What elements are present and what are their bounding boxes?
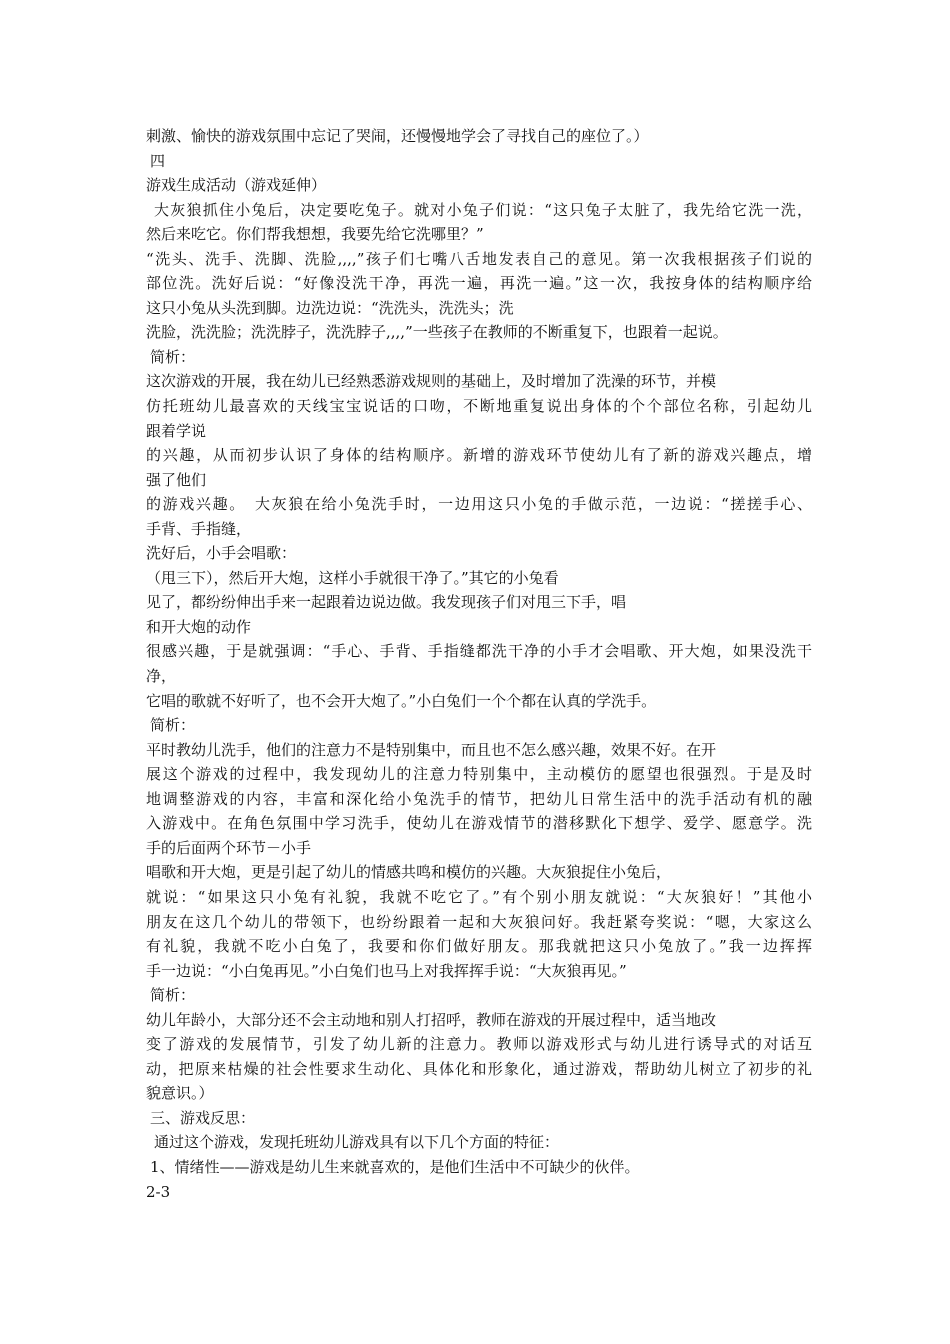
text-line: 四 [150, 151, 166, 170]
text-line: 部位洗。洗好后说：“好像没洗干净，再洗一遍，再洗一遍。”这一次，我按身体的结构顺序给 [146, 274, 812, 293]
text-line: 三、游戏反思： [150, 1108, 256, 1127]
text-line: 仿托班幼儿最喜欢的天线宝宝说话的口吻，不断地重复说出身体的个个部位名称，引起幼儿 [146, 397, 812, 416]
text-line: 有礼貌，我就不吃小白兔了，我要和你们做好朋友。那我就把这只小兔放了。”我一边挥挥 [146, 937, 812, 956]
text-line: 地调整游戏的内容，丰富和深化给小兔洗手的情节，把幼儿日常生活中的洗手活动有机的融 [146, 789, 812, 808]
text-line: 朋友在这几个幼儿的带领下，也纷纷跟着一起和大灰狼问好。我赶紧夸奖说：“嗯，大家这么 [146, 912, 812, 931]
text-line: （甩三下），然后开大炮，这样小手就很干净了。”其它的小兔看 [146, 568, 559, 587]
text-line: 入游戏中。在角色氛围中学习洗手，使幼儿在游戏情节的潜移默化下想学、爱学、愿意学。洗 [146, 814, 812, 833]
text-line: 这只小兔从头洗到脚。边洗边说：“洗洗头，洗洗头；洗 [146, 298, 514, 317]
text-line: 通过这个游戏，发现托班幼儿游戏具有以下几个方面的特征： [154, 1133, 560, 1152]
text-line: 的游戏兴趣。 大灰狼在给小兔洗手时，一边用这只小兔的手做示范，一边说：“搓搓手心、 [146, 495, 812, 514]
text-line: 1、情绪性——游戏是幼儿生来就喜欢的，是他们生活中不可缺少的伙伴。 [150, 1157, 640, 1176]
text-line: 的兴趣，从而初步认识了身体的结构顺序。新增的游戏环节使幼儿有了新的游戏兴趣点，增 [146, 446, 812, 465]
text-line: 跟着学说 [146, 421, 207, 440]
document-body [146, 124, 812, 1204]
text-line: 变了游戏的发展情节，引发了幼儿新的注意力。教师以游戏形式与幼儿进行诱导式的对话互 [146, 1035, 812, 1054]
text-line: 手一边说：“小白兔再见。”小白兔们也马上对我挥挥手说：“大灰狼再见。” [146, 961, 627, 980]
text-line: 展这个游戏的过程中，我发现幼儿的注意力特别集中，主动模仿的愿望也很强烈。于是及时 [146, 765, 812, 784]
text-line: “洗头、洗手、洗脚、洗脸,,,,”孩子们七嘴八舌地发表自己的意见。第一次我根据孩子们说的 [146, 249, 812, 268]
text-line: 幼儿年龄小，大部分还不会主动地和别人打招呼，教师在游戏的开展过程中，适当地改 [146, 1010, 717, 1029]
text-line: 和开大炮的动作 [146, 617, 252, 636]
text-line: 平时教幼儿洗手，他们的注意力不是特别集中，而且也不怎么感兴趣，效果不好。在开 [146, 740, 717, 759]
page-number: 2-3 [146, 1182, 171, 1201]
text-line: 游戏生成活动（游戏延伸） [146, 176, 327, 195]
text-line: 唱歌和开大炮，更是引起了幼儿的情感共鸣和模仿的兴趣。大灰狼捉住小兔后， [146, 863, 672, 882]
text-line: 很感兴趣，于是就强调：“手心、手背、手指缝都洗干净的小手才会唱歌、开大炮，如果没洗干 [146, 642, 812, 661]
text-line: 手的后面两个环节－小手 [146, 838, 312, 857]
text-line: 刺激、愉快的游戏氛围中忘记了哭闹，还慢慢地学会了寻找自己的座位了。） [146, 127, 649, 145]
text-line: 简析： [150, 347, 196, 366]
text-line: 这次游戏的开展，我在幼儿已经熟悉游戏规则的基础上，及时增加了洗澡的环节，并模 [146, 372, 717, 391]
text-line: 它唱的歌就不好听了，也不会开大炮了。”小白兔们一个个都在认真的学洗手。 [146, 691, 657, 710]
text-line: 简析： [150, 986, 196, 1005]
text-line: 净， [146, 667, 177, 686]
text-line: 就说：“如果这只小兔有礼貌，我就不吃它了。”有个别小朋友就说：“大灰狼好！”其他小 [146, 887, 812, 906]
text-line: 见了，都纷纷伸出手来一起跟着边说边做。我发现孩子们对甩三下手，唱 [146, 593, 627, 612]
text-line: 然后来吃它。你们帮我想想，我要先给它洗哪里？” [146, 225, 484, 244]
text-line: 洗脸，洗洗脸；洗洗脖子，洗洗脖子,,,,”一些孩子在教师的不断重复下，也跟着一起说。 [146, 323, 728, 342]
text-line: 大灰狼抓住小兔后，决定要吃兔子。就对小兔子们说：“这只兔子太脏了，我先给它洗一洗， [154, 200, 812, 219]
text-line: 洗好后，小手会唱歌： [146, 544, 297, 563]
text-line: 强了他们 [146, 470, 207, 489]
text-line: 貌意识。） [146, 1084, 214, 1103]
text-line: 手背、手指缝， [146, 519, 252, 538]
text-line: 动，把原来枯燥的社会性要求生动化、具体化和形象化，通过游戏，帮助幼儿树立了初步的礼 [146, 1059, 812, 1078]
text-line: 简析： [150, 716, 196, 735]
